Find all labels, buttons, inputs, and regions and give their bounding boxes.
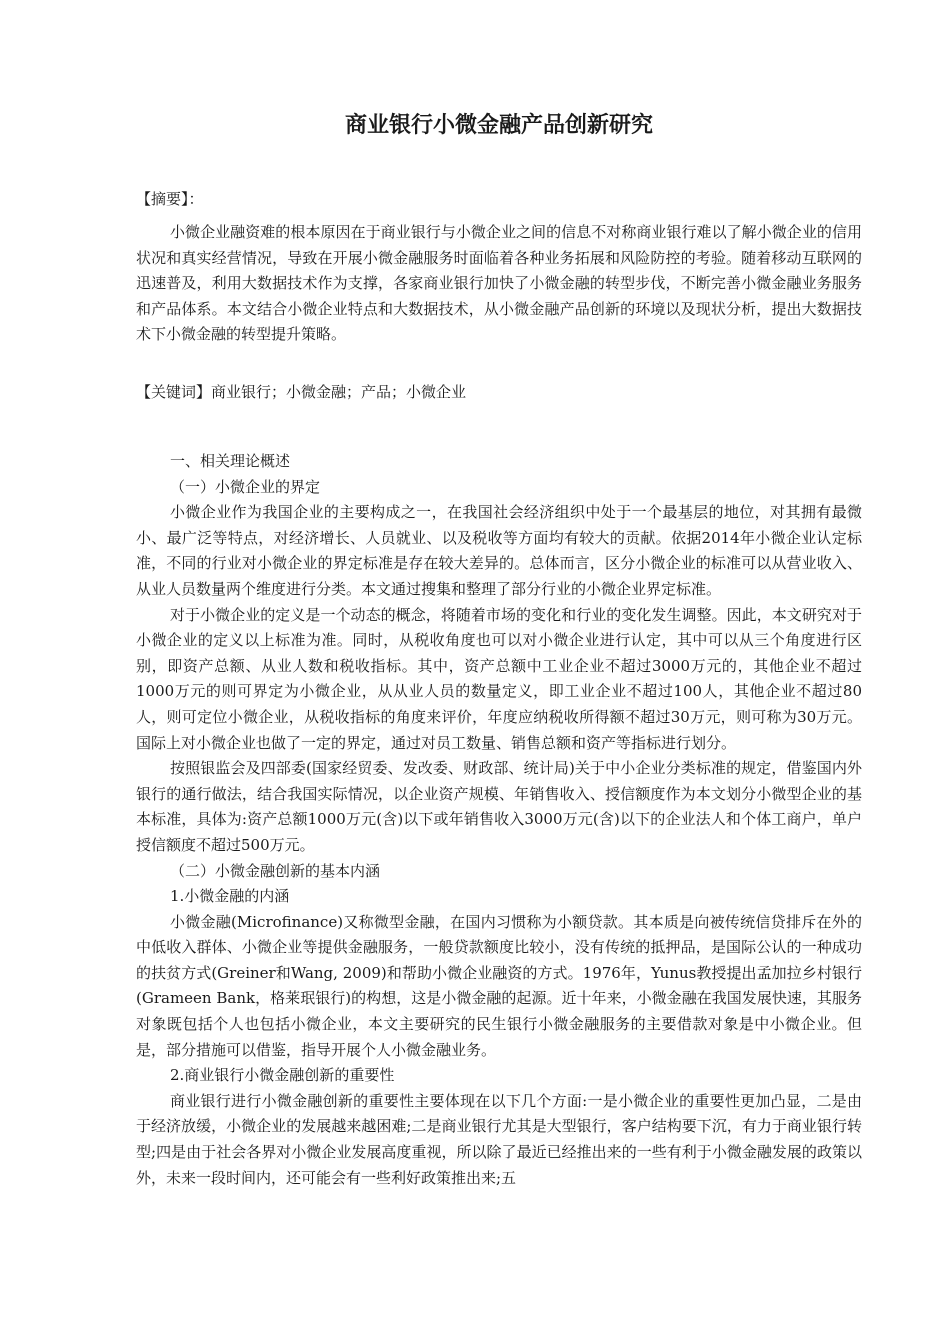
document-title: 商业银行小微金融产品创新研究 <box>344 112 653 138</box>
document-body <box>136 449 862 1191</box>
paragraph: 对于小微企业的定义是一个动态的概念，将随着市场的变化和行业的变化发生调整。因此，本文研究对于小微企业的定义以上标准为准。同时，从税收角度也可以对小微企业进行认定，其中可以从三个角度进行区别，即资产总额、从业人数和税收指标。其中，资产总额中工业企业不超过3000万元的，其他企业不超过1000万元的则可界定为小微企业，从从业人员的数量定义，即工业企业不超过100人，其他企业不超过80人，则可定位小微企业，从税收指标的角度来评价，年度应纳税收所得额不超过30万元，则可称为30万元。国际上对小微企业也做了一定的界定，通过对员工数量、销售总额和资产等指标进行划分。 <box>136 605 862 752</box>
paragraph: 商业银行进行小微金融创新的重要性主要体现在以下几个方面:一是小微企业的重要性更加凸显，二是由于经济放缓，小微企业的发展越来越困难;二是商业银行尤其是大型银行，客户结构要下沉，有力于商业银行转型;四是由于社会各界对小微企业发展高度重视，所以除了最近已经推出来的一些有利于小微金融发展的政策以外，未来一段时间内，还可能会有一些利好政策推出来;五 <box>136 1091 862 1187</box>
paragraph: 小微金融(Microfinance)又称微型金融，在国内习惯称为小额贷款。其本质是向被传统信贷排斥在外的中低收入群体、小微企业等提供金融服务，一般贷款额度比较小，没有传统的抵押品，是国际公认的一种成功的扶贫方式(Greiner和Wang, 2009)和帮助小微企业融资的方式。1976年，Yunus教授提出孟加拉乡村银行(Grameen Bank，格莱珉银行)的构想，这是小微金融的起源。近十年来，小微金融在我国发展快速，其服务对象既包括个人也包括小微企业，本文主要研究的民生银行小微金融服务的主要借款对象是中小微企业。但是，部分措施可以借鉴，指导开展个人小微金融业务。 <box>136 912 862 1059</box>
abstract-text: 小微企业融资难的根本原因在于商业银行与小微企业之间的信息不对称商业银行难以了解小微企业的信用状况和真实经营情况，导致在开展小微金融服务时面临着各种业务拓展和风险防控的考验。随着移动互联网的迅速普及，利用大数据技术作为支撑，各家商业银行加快了小微金融的转型步伐，不断完善小微金融业务服务和产品体系。本文结合小微企业特点和大数据技术，从小微金融产品创新的环境以及现状分析，提出大数据技术下小微金融的转型提升策略。 <box>136 223 862 344</box>
section-heading: 一、相关理论概述 <box>170 452 291 470</box>
keywords-line: 【关键词】商业银行；小微金融；产品；小微企业 <box>136 383 467 401</box>
paragraph: 按照银监会及四部委(国家经贸委、发改委、财政部、统计局)关于中小企业分类标准的规定，借鉴国内外银行的通行做法，结合我国实际情况，以企业资产规模、年销售收入、授信额度作为本文划分小微型企业的基本标准，具体为:资产总额1000万元(含)以下或年销售收入3000万元(含)以下的企业法人和个体工商户，单户授信额度不超过500万元。 <box>136 759 862 854</box>
point-heading: 1.小微金融的内涵 <box>170 887 290 906</box>
paragraph: 小微企业作为我国企业的主要构成之一，在我国社会经济组织中处于一个最基层的地位，对其拥有最微小、最广泛等特点，对经济增长、人员就业、以及税收等方面均有较大的贡献。依据2014年小微企业认定标准，不同的行业对小微企业的界定标准是存在较大差异的。总体而言，区分小微企业的标准可以从营业收入、从业人员数量两个维度进行分类。本文通过搜集和整理了部分行业的小微企业界定标准。 <box>136 503 862 598</box>
point-heading: 2.商业银行小微金融创新的重要性 <box>170 1066 395 1085</box>
subsection-heading: （一）小微企业的界定 <box>170 477 321 496</box>
abstract-label: 【摘要】： <box>136 190 204 208</box>
subsection-heading: （二）小微金融创新的基本内涵 <box>170 861 381 880</box>
